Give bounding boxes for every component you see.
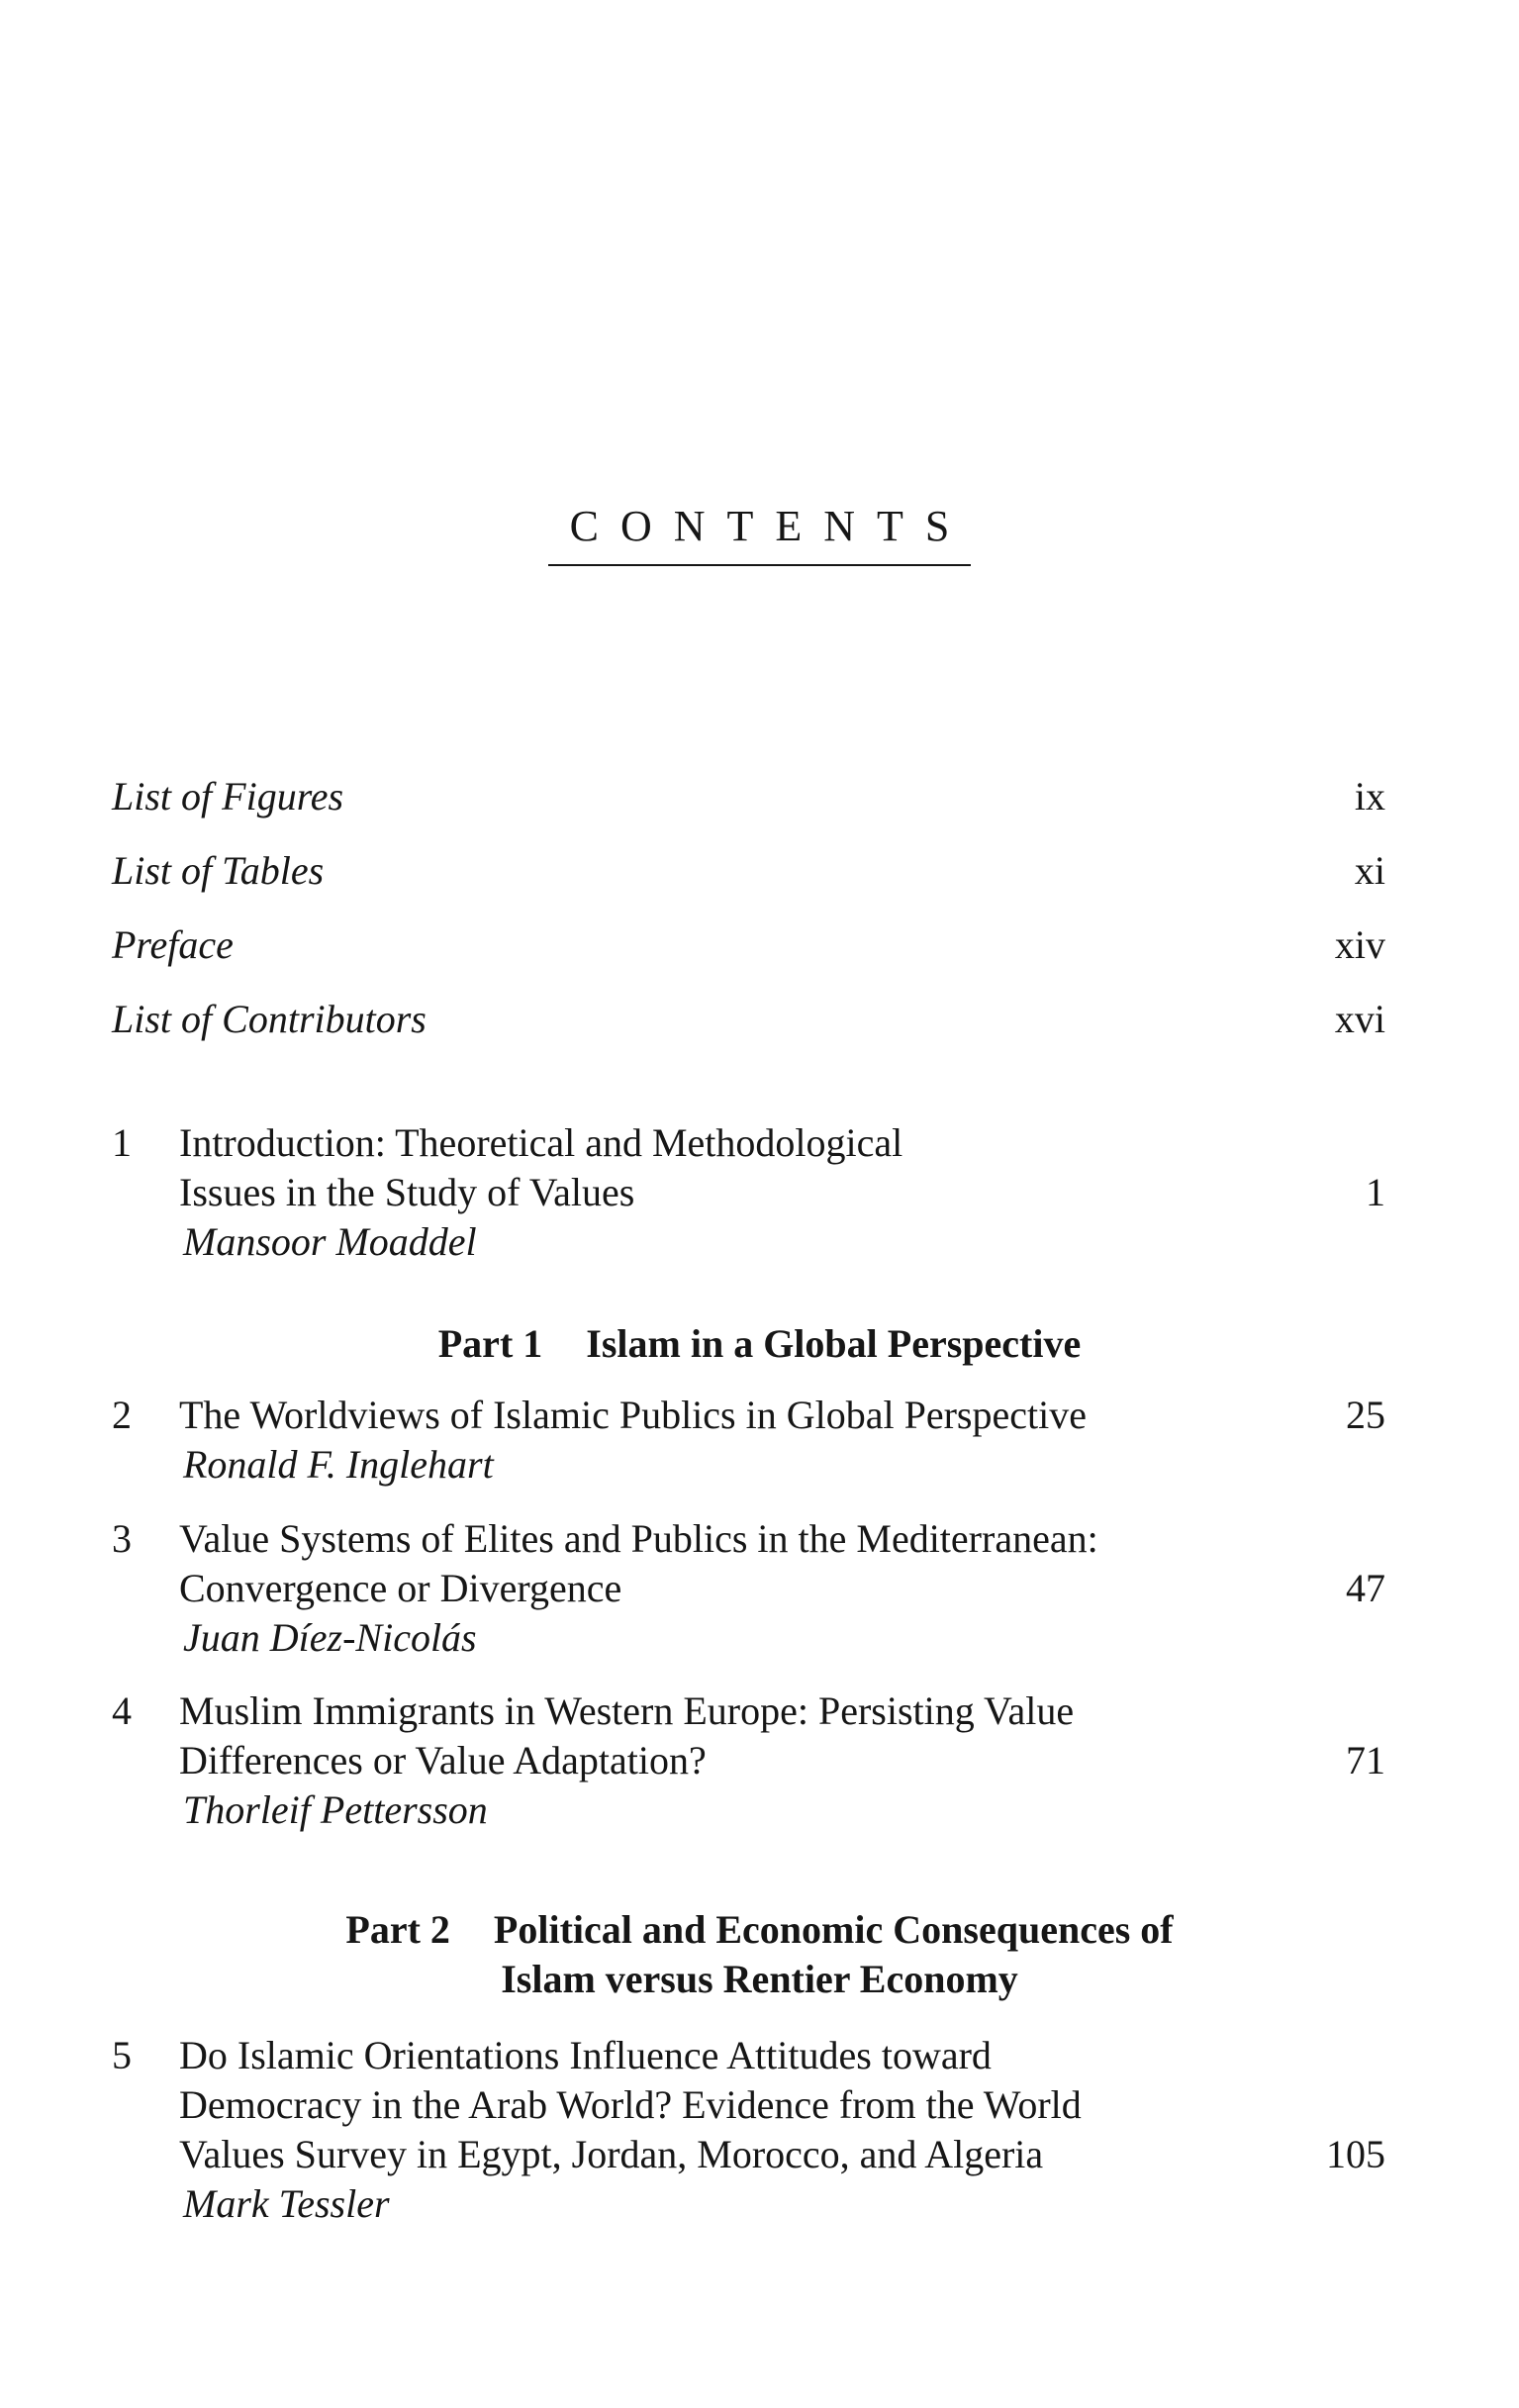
chapter-title-line: Do Islamic Orientations Influence Attitudes toward <box>179 2033 992 2077</box>
chapter-entry-2[interactable] <box>112 1391 1385 1490</box>
entry-label: List of Tables <box>112 848 325 893</box>
front-matter-entry-tables[interactable] <box>112 846 1385 896</box>
front-matter-entry-preface[interactable] <box>112 920 1385 970</box>
chapter-author: Juan Díez-Nicolás <box>183 1615 477 1660</box>
page-number: ix <box>1354 774 1385 819</box>
page-number: 47 <box>1346 1566 1385 1610</box>
chapter-title-line: Differences or Value Adaptation? <box>179 1738 707 1782</box>
page-number: xiv <box>1334 922 1385 967</box>
chapter-title-line: Muslim Immigrants in Western Europe: Persisting Value <box>179 1688 1075 1733</box>
chapter-number: 4 <box>112 1688 132 1733</box>
chapter-title-line: Introduction: Theoretical and Methodological <box>179 1120 903 1165</box>
chapter-author: Ronald F. Inglehart <box>183 1442 494 1487</box>
chapter-title-line: The Worldviews of Islamic Publics in Global Perspective <box>179 1393 1087 1437</box>
chapter-author: Mark Tessler <box>183 2181 390 2226</box>
page-number: xvi <box>1334 997 1385 1041</box>
page-number: 105 <box>1326 2132 1385 2176</box>
part-heading-1 <box>0 1319 1519 1369</box>
part-label: Part 1 <box>437 1321 543 1366</box>
chapter-number: 1 <box>112 1120 132 1165</box>
page-number: xi <box>1354 848 1385 893</box>
entry-label: List of Contributors <box>112 997 427 1041</box>
part-label: Part 2 <box>345 1907 450 1952</box>
front-matter-entry-contributors[interactable] <box>112 995 1385 1044</box>
part-title-line: Political and Economic Consequences of <box>493 1907 1174 1952</box>
chapter-entry-1[interactable] <box>112 1118 1385 1267</box>
entry-label: List of Figures <box>112 774 344 819</box>
chapter-number: 3 <box>112 1516 132 1561</box>
chapter-entry-5[interactable] <box>112 2031 1385 2229</box>
chapter-title-line: Value Systems of Elites and Publics in the Mediterranean: <box>179 1516 1098 1561</box>
front-matter-entry-figures[interactable] <box>112 772 1385 821</box>
entry-label: Preface <box>112 922 234 967</box>
page-number: 71 <box>1346 1738 1385 1782</box>
chapter-title-line: Issues in the Study of Values <box>179 1170 635 1214</box>
part-title: Islam in a Global Perspective <box>586 1321 1082 1366</box>
chapter-title-line: Values Survey in Egypt, Jordan, Morocco, and Algeria <box>179 2132 1044 2176</box>
contents-heading <box>0 503 1519 566</box>
part-heading-2 <box>0 1905 1519 2004</box>
part-title-line: Islam versus Rentier Economy <box>501 1957 1018 2001</box>
page-number: 25 <box>1346 1393 1385 1437</box>
page-title: CONTENTS <box>548 503 972 566</box>
chapter-number: 5 <box>112 2033 132 2077</box>
chapter-number: 2 <box>112 1393 132 1437</box>
chapter-author: Thorleif Pettersson <box>183 1787 488 1832</box>
chapter-entry-3[interactable] <box>112 1514 1385 1663</box>
chapter-entry-4[interactable] <box>112 1686 1385 1835</box>
page-number: 1 <box>1366 1170 1385 1214</box>
chapter-title-line: Democracy in the Arab World? Evidence from the World <box>179 2082 1082 2127</box>
chapter-author: Mansoor Moaddel <box>183 1219 477 1264</box>
chapter-title-line: Convergence or Divergence <box>179 1566 622 1610</box>
